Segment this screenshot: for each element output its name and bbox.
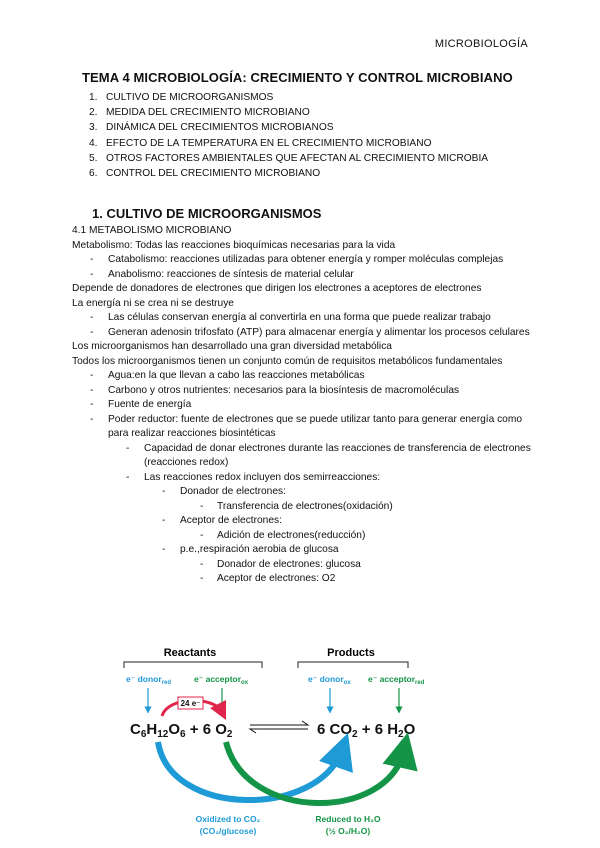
bullet-catabolismo: - Catabolismo: reacciones utilizadas para obtener energía y romper moléculas complejas — [90, 254, 504, 265]
products-label: Products — [327, 647, 375, 659]
oxidized-label: Oxidized to CO₂ — [195, 814, 261, 824]
toc-item: 2. MEDIDA DEL CRECIMIENTO MICROBIANO — [89, 107, 310, 119]
paragraph-diversidad: Los microorganismos han desarrollado una gran diversidad metabólica — [72, 341, 392, 352]
bullet-adicion: - Adición de electrones(reducción) — [200, 529, 366, 541]
paragraph-conjunto: Todos los microorganismos tienen un conjunto común de requisitos metabólicos fundamentales — [72, 355, 503, 367]
subsection-title: 4.1 METABOLISMO MICROBIANO — [72, 225, 232, 236]
reactants-label: Reactants — [163, 647, 217, 659]
toc-item: 3. DINÁMICA DEL CRECIMIENTOS MICROBIANOS — [89, 122, 334, 134]
reduced-label: Reduced to H₂O — [315, 814, 381, 824]
section-body — [72, 224, 532, 587]
table-of-contents — [89, 90, 488, 181]
bullet-donador-glucosa: - Donador de electrones: glucosa — [200, 558, 361, 570]
paragraph-metabolismo: Metabolismo: Todas las reacciones bioquímicas necesarias para la vida — [72, 239, 396, 251]
section-title: 1. CULTIVO DE MICROORGANISMOS — [92, 206, 322, 221]
reduced-sublabel: (½ O₂/H₂O) — [325, 826, 371, 836]
equation-products: 6 $CO_2 + 6$ $H_2O$ — [317, 721, 416, 740]
equation-reactants: $C_6H_{12}O_6 + 6$ $O_2$ — [130, 721, 233, 740]
bullet-poder: - Poder reductor: fuente de electrones que se puede utilizar tanto para generar energía como para realizar reacciones biosintéticas — [90, 413, 522, 439]
oxidized-sublabel: (CO₂/glucose) — [199, 826, 257, 836]
bullet-atp: - Generan adenosin trifosfato (ATP) para almacenar energía y alimentar los procesos celulares — [90, 326, 530, 338]
bullet-carbono: - Carbono y otros nutrientes: necesarios para la biosíntesis de macromoléculas — [90, 384, 460, 396]
reverse-arrow — [250, 729, 308, 733]
bullet-aceptor: - Aceptor de electrones: — [162, 515, 282, 526]
product-acceptor-label: e⁻ acceptor$_{red}$ — [368, 674, 425, 686]
product-donor-label: e⁻ donor$_{ox}$ — [308, 674, 351, 686]
page-title: TEMA 4 MICROBIOLOGÍA: CRECIMIENTO Y CONTROL MICROBIANO — [82, 70, 513, 85]
paragraph-energia: La energía ni se crea ni se destruye — [72, 297, 234, 309]
redox-reaction-diagram — [118, 640, 458, 840]
toc-item: 1. CULTIVO DE MICROORGANISMOS — [89, 92, 274, 103]
reduction-arc — [226, 742, 404, 803]
bullet-fuente: - Fuente de energía — [90, 399, 192, 410]
bullet-anabolismo: - Anabolismo: reacciones de síntesis de material celular — [90, 268, 354, 280]
bullet-capacidad: - Capacidad de donar electrones durante las reacciones de transferencia de electrones (reacciones redox) — [126, 442, 531, 468]
bullet-aceptor-o2: - Aceptor de electrones: O2 — [200, 573, 336, 584]
reactant-donor-label: e⁻ donor$_{red}$ — [126, 674, 172, 686]
products-bracket — [298, 662, 408, 668]
toc-item: 5. OTROS FACTORES AMBIENTALES QUE AFECTAN AL CRECIMIENTO MICROBIA — [89, 152, 489, 164]
reactant-acceptor-label: e⁻ acceptor$_{ox}$ — [194, 674, 249, 686]
bullet-celulas: - Las células conservan energía al convertirla en una forma que puede realizar trabajo — [90, 312, 491, 323]
electron-transfer-label: 24 e⁻ — [180, 699, 201, 708]
toc-item: 6. CONTROL DEL CRECIMIENTO MICROBIANO — [89, 168, 321, 180]
reactants-bracket — [124, 662, 262, 668]
page-header-subject: MICROBIOLOGÍA — [434, 38, 528, 50]
bullet-pe: - p.e.,respiración aerobia de glucosa — [162, 544, 339, 555]
forward-arrow — [250, 721, 308, 725]
bullet-donador: - Donador de electrones: — [162, 486, 286, 497]
oxidation-arc — [158, 742, 342, 800]
bullet-redox: - Las reacciones redox incluyen dos semirreacciones: — [126, 471, 381, 483]
bullet-agua: - Agua:en la que llevan a cabo las reacciones metabólicas — [90, 370, 365, 381]
toc-item: 4. EFECTO DE LA TEMPERATURA EN EL CRECIMIENTO MICROBIANO — [89, 137, 432, 149]
bullet-transferencia: - Transferencia de electrones(oxidación) — [200, 500, 393, 512]
paragraph-depende: Depende de donadores de electrones que dirigen los electrones a aceptores de electrones — [72, 283, 482, 294]
